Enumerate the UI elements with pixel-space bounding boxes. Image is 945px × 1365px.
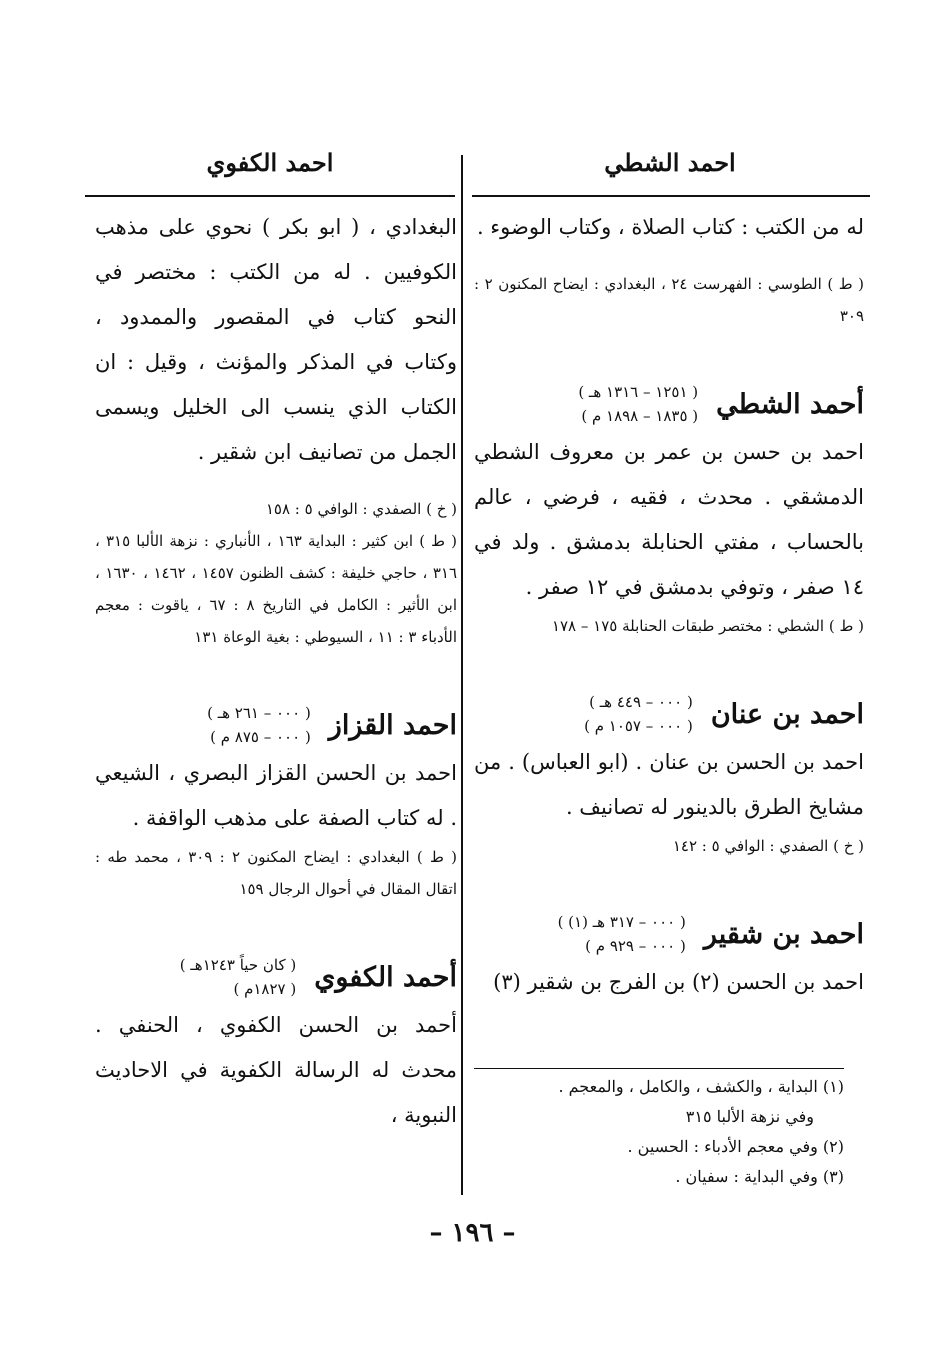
- footnote-rule: [474, 1068, 844, 1069]
- dates-hijri: ( ١٢٥١ – ١٣١٦ هـ ): [578, 383, 699, 401]
- left-column-header: احمد الكفوي: [206, 148, 334, 177]
- intro-reference: ( ط ) الطوسي : الفهرست ٢٤ ، البغدادي : ايضاح المكنون ٢ : ٣٠٩: [474, 275, 864, 325]
- dates-hijri: ( كان حياً ١٢٤٣هـ ): [179, 956, 297, 974]
- entry-dates: [180, 953, 296, 1001]
- entry-text: احمد بن الحسن (٢) بن الفرج بن شقير (٣): [493, 970, 864, 994]
- entry-dates: [578, 380, 698, 428]
- right-header-rule: [472, 195, 870, 197]
- intro-text: البغدادي ، ( ابو بكر ) نحوي على مذهب الكوفيين . له من الكتب : مختصر في النحو كتاب في المقصور والممدود ، وكتاب في المذكر والمؤنث ، وقيل : ان الكتاب الذي ينسب الى الخليل ويسمى الجمل من تصانيف ابن شقير .: [95, 215, 457, 464]
- entry-heading-qazzaz: [95, 701, 457, 749]
- intro-reference: ( ط ) ابن كثير : البداية ١٦٣ ، الأنباري : نزهة الألبا ٣١٥ ، ٣١٦ ، حاجي خليفة : كشف الظنون ١٤٥٧ ، ١٤٦٢ ، ١٦٣٠ ، ابن الأثير : الكامل في التاريخ ٨ : ٦٧ ، ياقوت : معجم الأدباء ٣ : ١١ ، السيوطي : بغية الوعاة ١٣١: [95, 532, 458, 646]
- entry-heading-kafawi: [95, 953, 457, 1001]
- intro-reference: ( خ ) الصفدي : الوافي ٥ : ١٥٨: [265, 500, 457, 518]
- entry-heading-ibn-shuqayr: [474, 910, 864, 958]
- entry-name: احمد القزاز: [328, 709, 457, 741]
- dates-gregorian: ( ٠٠٠ – ٩٢٩ م ): [585, 937, 686, 955]
- dates-gregorian: ( ١٨٢٧م ): [233, 980, 297, 998]
- footnote-item: (٣) وفي البداية : سفيان .: [675, 1167, 844, 1186]
- entry-heading-shatti: [474, 380, 864, 428]
- footnote-item: (٢) وفي معجم الأدباء : الحسين .: [627, 1137, 844, 1156]
- footnote-item: وفي نزهة الألبا ٣١٥: [685, 1107, 814, 1126]
- entry-text: أحمد بن الحسن الكفوي ، الحنفي . محدث له الرسالة الكفوية في الاحاديث النبوية ،: [95, 1013, 457, 1127]
- right-column-header: احمد الشطي: [604, 148, 736, 177]
- dates-gregorian: ( ١٨٣٥ – ١٨٩٨ م ): [581, 407, 699, 425]
- dates-hijri: ( ٠٠٠ – ٤٤٩ هـ ): [589, 693, 693, 711]
- right-column: [474, 205, 864, 1005]
- footnotes: [474, 1072, 844, 1192]
- page-number: – ١٩٦ –: [429, 1218, 516, 1248]
- entry-dates: [584, 690, 693, 738]
- dates-hijri: ( ٠٠٠ – ٢٦١ هـ ): [207, 704, 311, 722]
- left-header-rule: [85, 195, 455, 197]
- entry-text: احمد بن الحسن القزاز البصري ، الشيعي . له كتاب الصفة على مذهب الواقفة .: [95, 761, 457, 830]
- dates-gregorian: ( ٠٠٠ – ٨٧٥ م ): [210, 728, 311, 746]
- column-divider: [461, 155, 463, 1195]
- dates-gregorian: ( ٠٠٠ – ١٠٥٧ م ): [584, 717, 693, 735]
- entry-dates: [207, 701, 311, 749]
- entry-reference: ( ط ) البغدادي : ايضاح المكنون ٢ : ٣٠٩ ، محمد طه : اتقال المقال في أحوال الرجال ١٥٩: [95, 848, 457, 898]
- intro-text: له من الكتب : كتاب الصلاة ، وكتاب الوضوء .: [476, 215, 864, 239]
- entry-name: احمد بن شقير: [703, 918, 864, 950]
- entry-name: احمد بن عنان: [710, 698, 864, 730]
- entry-dates: [558, 910, 686, 958]
- entry-reference: ( ط ) الشطي : مختصر طبقات الحنابلة ١٧٥ – ١٧٨: [551, 617, 864, 635]
- entry-heading-ibn-anan: [474, 690, 864, 738]
- entry-name: أحمد الكفوي: [314, 961, 457, 993]
- entry-name: أحمد الشطي: [716, 388, 864, 420]
- dates-hijri: ( ٠٠٠ – ٣١٧ هـ (١) ): [557, 913, 686, 931]
- entry-text: احمد بن حسن بن عمر بن معروف الشطي الدمشقي . محدث ، فقيه ، فرضي ، عالم بالحساب ، مفتي الحنابلة بدمشق . ولد في ١٤ صفر ، وتوفي بدمشق في ١٢ صفر .: [474, 440, 864, 599]
- entry-text: احمد بن الحسن بن عنان . (ابو العباس) . من مشايخ الطرق بالدينور له تصانيف .: [474, 750, 864, 819]
- left-column: [95, 205, 457, 1138]
- entry-reference: ( خ ) الصفدي : الوافي ٥ : ١٤٢: [672, 837, 864, 855]
- footnote-item: (١) البداية ، والكشف ، والكامل ، والمعجم .: [558, 1077, 844, 1096]
